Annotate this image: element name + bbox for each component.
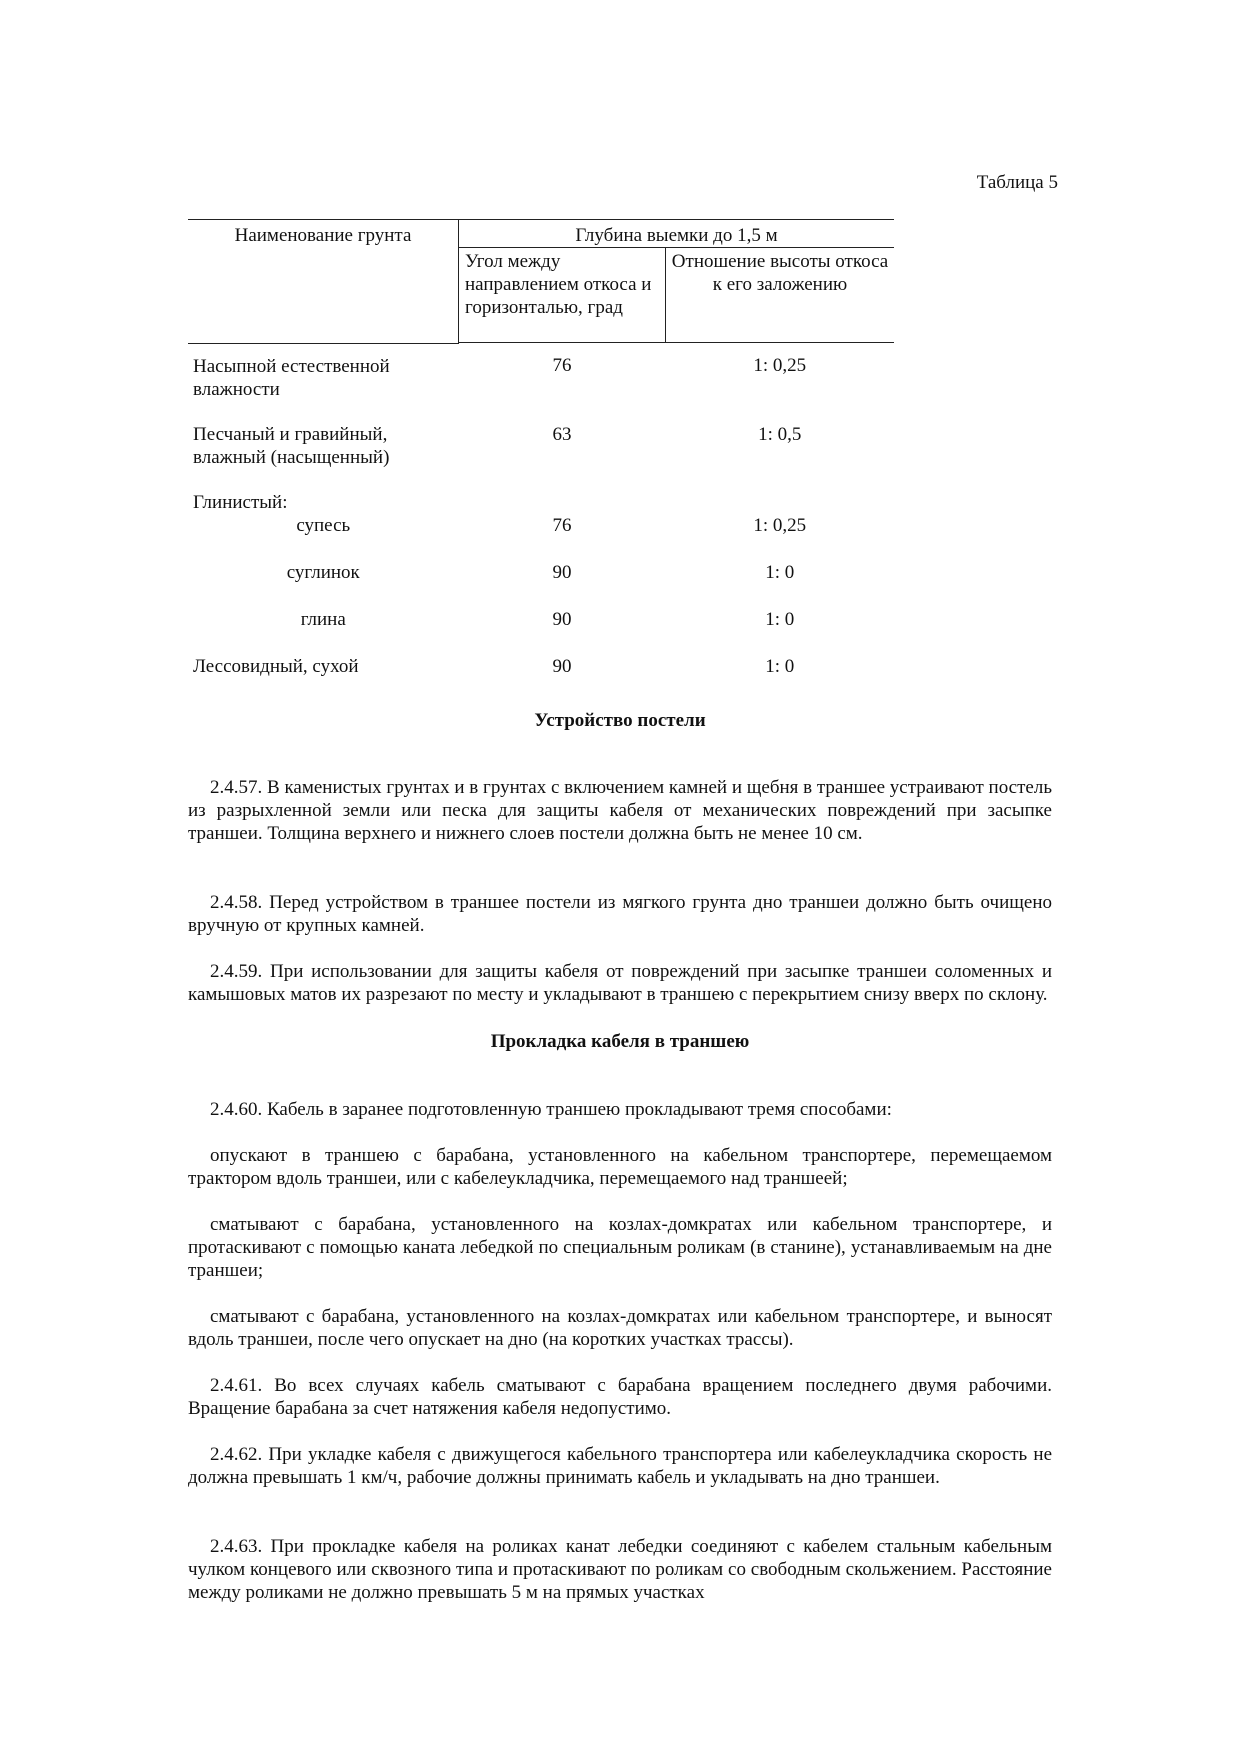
paragraph-2-4-58: 2.4.58. Перед устройством в траншее постели из мягкого грунта дно траншеи должно быть очищено вручную от крупных камней. bbox=[188, 892, 1052, 936]
angle-cell: 63 bbox=[552, 423, 572, 445]
ratio-cell bbox=[666, 491, 895, 514]
table-row bbox=[188, 608, 894, 655]
angle-cell bbox=[459, 491, 666, 514]
ratio-cell: 1: 0,25 bbox=[753, 355, 807, 376]
table-row bbox=[188, 514, 894, 561]
angle-cell: 90 bbox=[552, 561, 572, 583]
paragraph-2-4-62: 2.4.62. При укладке кабеля с движущегося кабельного транспортера или кабелеукладчика скорость не должна превышать 1 км/ч, рабочие должны принимать кабель и укладывать на дно траншеи. bbox=[188, 1444, 1052, 1488]
angle-cell: 76 bbox=[552, 514, 572, 536]
soil-slope-table bbox=[188, 219, 894, 700]
soil-name-cell: супесь bbox=[296, 514, 351, 536]
angle-cell: 90 bbox=[552, 655, 572, 677]
soil-name-cell: суглинок bbox=[286, 561, 360, 583]
soil-name-cell: Насыпной естественной влажности bbox=[193, 355, 390, 400]
section-heading-laying: Прокладка кабеля в траншею bbox=[490, 1031, 750, 1052]
paragraph-2-4-60: 2.4.60. Кабель в заранее подготовленную траншею прокладывают тремя способами: bbox=[210, 1099, 892, 1120]
header-angle: Угол между направлением откоса и горизонталью, град bbox=[459, 248, 666, 343]
section-heading-bedding: Устройство постели bbox=[534, 710, 706, 731]
table-row bbox=[188, 655, 894, 700]
soil-group-cell: Глинистый: bbox=[193, 491, 288, 513]
paragraph-2-4-63: 2.4.63. При прокладке кабеля на роликах канат лебедки соединяют с кабелем стальным кабельным чулком концевого или сквозного типа и протаскивают по роликам со свободным скольжением. Расстояние между роликами не должно превышать 5 м на прямых участках bbox=[188, 1536, 1052, 1603]
soil-name-cell: Песчаный и гравийный, влажный (насыщенный) bbox=[193, 423, 390, 468]
soil-name-cell: глина bbox=[300, 608, 346, 630]
paragraph-method-3: сматывают с барабана, установленного на козлах-домкратах или кабельном транспортере, и выносят вдоль траншеи, после чего опускает на дно (на коротких участках трассы). bbox=[188, 1306, 1052, 1350]
table-row bbox=[188, 561, 894, 608]
header-soil-name: Наименование грунта bbox=[188, 220, 459, 343]
table-row bbox=[188, 423, 894, 491]
header-ratio: Отношение высоты откоса к его заложению bbox=[666, 248, 895, 343]
angle-cell: 90 bbox=[552, 608, 572, 630]
header-depth: Глубина выемки до 1,5 м bbox=[459, 220, 895, 248]
paragraph-2-4-57: 2.4.57. В каменистых грунтах и в грунтах с включением камней и щебня в траншее устраивают постель из разрыхленной земли или песка для защиты кабеля от механических повреждений при засыпке траншеи. Толщина верхнего и нижнего слоев постели должна быть не менее 10 см. bbox=[188, 777, 1052, 844]
ratio-cell: 1: 0 bbox=[765, 561, 795, 583]
table-caption: Таблица 5 bbox=[976, 172, 1058, 193]
ratio-cell: 1: 0 bbox=[765, 655, 795, 677]
ratio-cell: 1: 0,5 bbox=[758, 423, 802, 445]
paragraph-2-4-59: 2.4.59. При использовании для защиты кабеля от повреждений при засыпке траншеи соломенных и камышовых матов их разрезают по месту и укладывают в траншею с перекрытием снизу вверх по склону. bbox=[188, 961, 1052, 1005]
paragraph-2-4-61: 2.4.61. Во всех случаях кабель сматывают с барабана вращением последнего двумя рабочими. Вращение барабана за счет натяжения кабеля недопустимо. bbox=[188, 1375, 1052, 1419]
table-row bbox=[188, 343, 894, 423]
paragraph-method-2: сматывают с барабана, установленного на козлах-домкратах или кабельном транспортере, и протаскивают с помощью каната лебедкой по специальным роликам (в станине), устанавливаемым на дне траншеи; bbox=[188, 1214, 1052, 1281]
ratio-cell: 1: 0 bbox=[765, 608, 795, 630]
angle-cell: 76 bbox=[552, 355, 572, 376]
table-row bbox=[188, 491, 894, 514]
paragraph-method-1: опускают в траншею с барабана, установленного на кабельном транспортере, перемещаемом трактором вдоль траншеи, или с кабелеукладчика, перемещаемого над траншеей; bbox=[188, 1145, 1052, 1189]
soil-name-cell: Лессовидный, сухой bbox=[193, 655, 359, 677]
ratio-cell: 1: 0,25 bbox=[753, 514, 807, 536]
